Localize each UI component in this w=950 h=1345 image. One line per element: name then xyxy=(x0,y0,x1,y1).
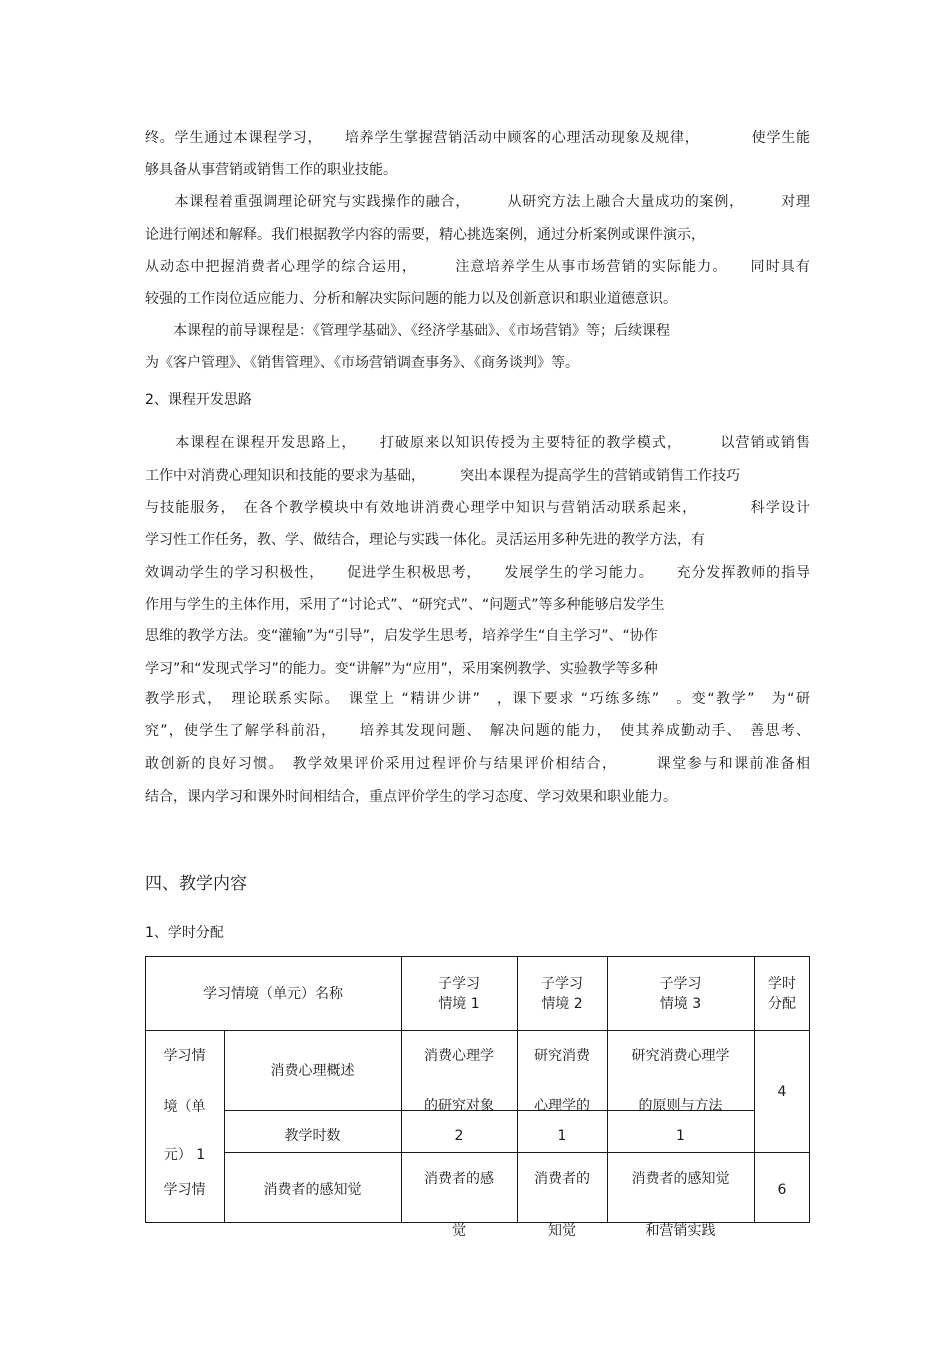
unit1-hours: 4 xyxy=(777,1084,787,1100)
section-2-line-2: 工作中对消费心理知识和技能的要求为基础， 突出本课程为提高学生的营销或销售工作技巧 xyxy=(145,468,740,484)
section-2-line-1: 本课程在课程开发思路上， 打破原来以知识传授为主要特征的教学模式， 以营销或销售 xyxy=(145,435,810,451)
section-2-line-9: 教学形式， 理论联系实际。 课堂上 “精讲少讲” ，课下要求 “巧练多练” 。变“教学” 为“研 xyxy=(145,691,810,707)
unit1-label-line-2: 境（单 xyxy=(163,1099,206,1115)
intro-line-6: 较强的工作岗位适应能力、分析和解决实际问题的能力以及创新意识和职业道德意识。 xyxy=(145,291,677,307)
intro-line-3: 本课程着重强调理论研究与实践操作的融合， 从研究方法上融合大量成功的案例， 对理 xyxy=(145,194,810,210)
intro-line-7: 本课程的前导课程是：《管理学基础》、《经济学基础》、《市场营销》等；后续课程 xyxy=(145,323,670,339)
section-2-title: 2、课程开发思路 xyxy=(145,392,252,408)
section-4-title: 四、教学内容 xyxy=(145,874,247,894)
unit1-name: 消费心理概述 xyxy=(270,1063,355,1079)
section-2-line-11: 敢创新的良好习惯。 教学效果评价采用过程评价与结果评价相结合， 课堂参与和课前准备相 xyxy=(145,756,810,772)
unit2-sub2-line-1: 消费者的 xyxy=(534,1171,590,1187)
table-line-header-bottom xyxy=(145,1030,810,1031)
header-hours-line-2: 分配 xyxy=(768,996,796,1012)
intro-line-8: 为《客户管理》、《销售管理》、《市场营销调查事务》、《商务谈判》等。 xyxy=(145,355,579,371)
unit1-label-line-1: 学习情 xyxy=(163,1048,206,1064)
intro-line-1: 终。学生通过本课程学习， 培养学生掌握营销活动中顾客的心理活动现象及规律， 使学生能 xyxy=(145,130,810,146)
hours-row-sub3: 1 xyxy=(676,1128,685,1144)
unit2-sub3-line-2: 和营销实践 xyxy=(645,1223,716,1239)
header-sub2-line-2: 情境 2 xyxy=(541,996,583,1012)
unit1-label-line-3: 元） 1 xyxy=(163,1147,206,1163)
header-sub1-line-2: 情境 1 xyxy=(438,996,480,1012)
header-hours-line-1: 学时 xyxy=(768,976,796,992)
intro-line-4: 论进行阐述和解释。我们根据教学内容的需要，精心挑选案例，通过分析案例或课件演示， xyxy=(145,227,705,243)
section-2-line-5: 效调动学生的学习积极性， 促进学生积极思考， 发展学生的学习能力。 充分发挥教师的指导 xyxy=(145,565,810,581)
section-2-line-10: 究”，使学生了解学科前沿， 培养其发现问题、 解决问题的能力， 使其养成勤动手、 善思考、 xyxy=(145,723,810,739)
section-2-line-7: 思维的教学方法。变“灌输”为“引导”，启发学生思考，培养学生“自主学习”、“协作 xyxy=(145,628,658,644)
hours-row-sub2: 1 xyxy=(557,1128,567,1144)
unit2-sub3-line-1: 消费者的感知觉 xyxy=(631,1171,730,1187)
unit1-sub1-line-1: 消费心理学 xyxy=(424,1048,494,1064)
section-2-line-3: 与技能服务， 在各个教学模块中有效地讲消费心理学中知识与营销活动联系起来， 科学设计 xyxy=(145,500,810,516)
unit1-sub2-line-2: 心理学的 xyxy=(534,1098,590,1114)
intro-line-5: 从动态中把握消费者心理学的综合运用， 注意培养学生从事市场营销的实际能力。 同时具有 xyxy=(145,259,810,275)
hours-allocation-table xyxy=(145,956,810,1223)
unit2-sub1-line-1: 消费者的感 xyxy=(424,1171,494,1187)
header-sub1-line-1: 子学习 xyxy=(438,976,480,992)
table-border-top xyxy=(145,956,810,957)
intro-line-2: 够具备从事营销或销售工作的职业技能。 xyxy=(145,162,397,178)
section-2-line-8: 学习”和“发现式学习”的能力。变“讲解”为“应用”，采用案例教学、实验教学等多种 xyxy=(145,661,658,677)
section-2-line-12: 结合，课内学习和课外时间相结合，重点评价学生的学习态度、学习效果和职业能力。 xyxy=(145,789,677,805)
unit2-hours: 6 xyxy=(777,1182,787,1198)
unit1-sub3-line-1: 研究消费心理学 xyxy=(631,1048,730,1064)
subsection-1-title: 1、学时分配 xyxy=(145,925,224,941)
unit1-sub2-line-1: 研究消费 xyxy=(534,1048,590,1064)
unit2-sub2-line-2: 知觉 xyxy=(548,1223,576,1239)
unit2-label-line-1: 学习情 xyxy=(163,1182,206,1198)
hours-row-sub1: 2 xyxy=(454,1128,464,1144)
header-sub3-line-2: 情境 3 xyxy=(659,996,702,1012)
hours-row-label: 教学时数 xyxy=(284,1128,341,1144)
unit1-sub1-line-2: 的研究对象 xyxy=(424,1098,494,1114)
header-unit-name: 学习情境（单元）名称 xyxy=(203,986,343,1002)
header-sub3-line-1: 子学习 xyxy=(659,976,702,992)
section-2-line-4: 学习性工作任务，教、学、做结合，理论与实践一体化。灵活运用多种先进的教学方法，有 xyxy=(145,532,705,548)
unit1-sub3-line-2: 的原则与方法 xyxy=(638,1098,723,1114)
section-2-line-6: 作用与学生的主体作用，采用了“讨论式”、“研究式”、“问题式”等多种能够启发学生 xyxy=(145,597,665,613)
unit2-sub1-line-2: 觉 xyxy=(452,1223,466,1239)
header-sub2-line-1: 子学习 xyxy=(541,976,583,992)
unit2-name: 消费者的感知觉 xyxy=(263,1182,362,1198)
